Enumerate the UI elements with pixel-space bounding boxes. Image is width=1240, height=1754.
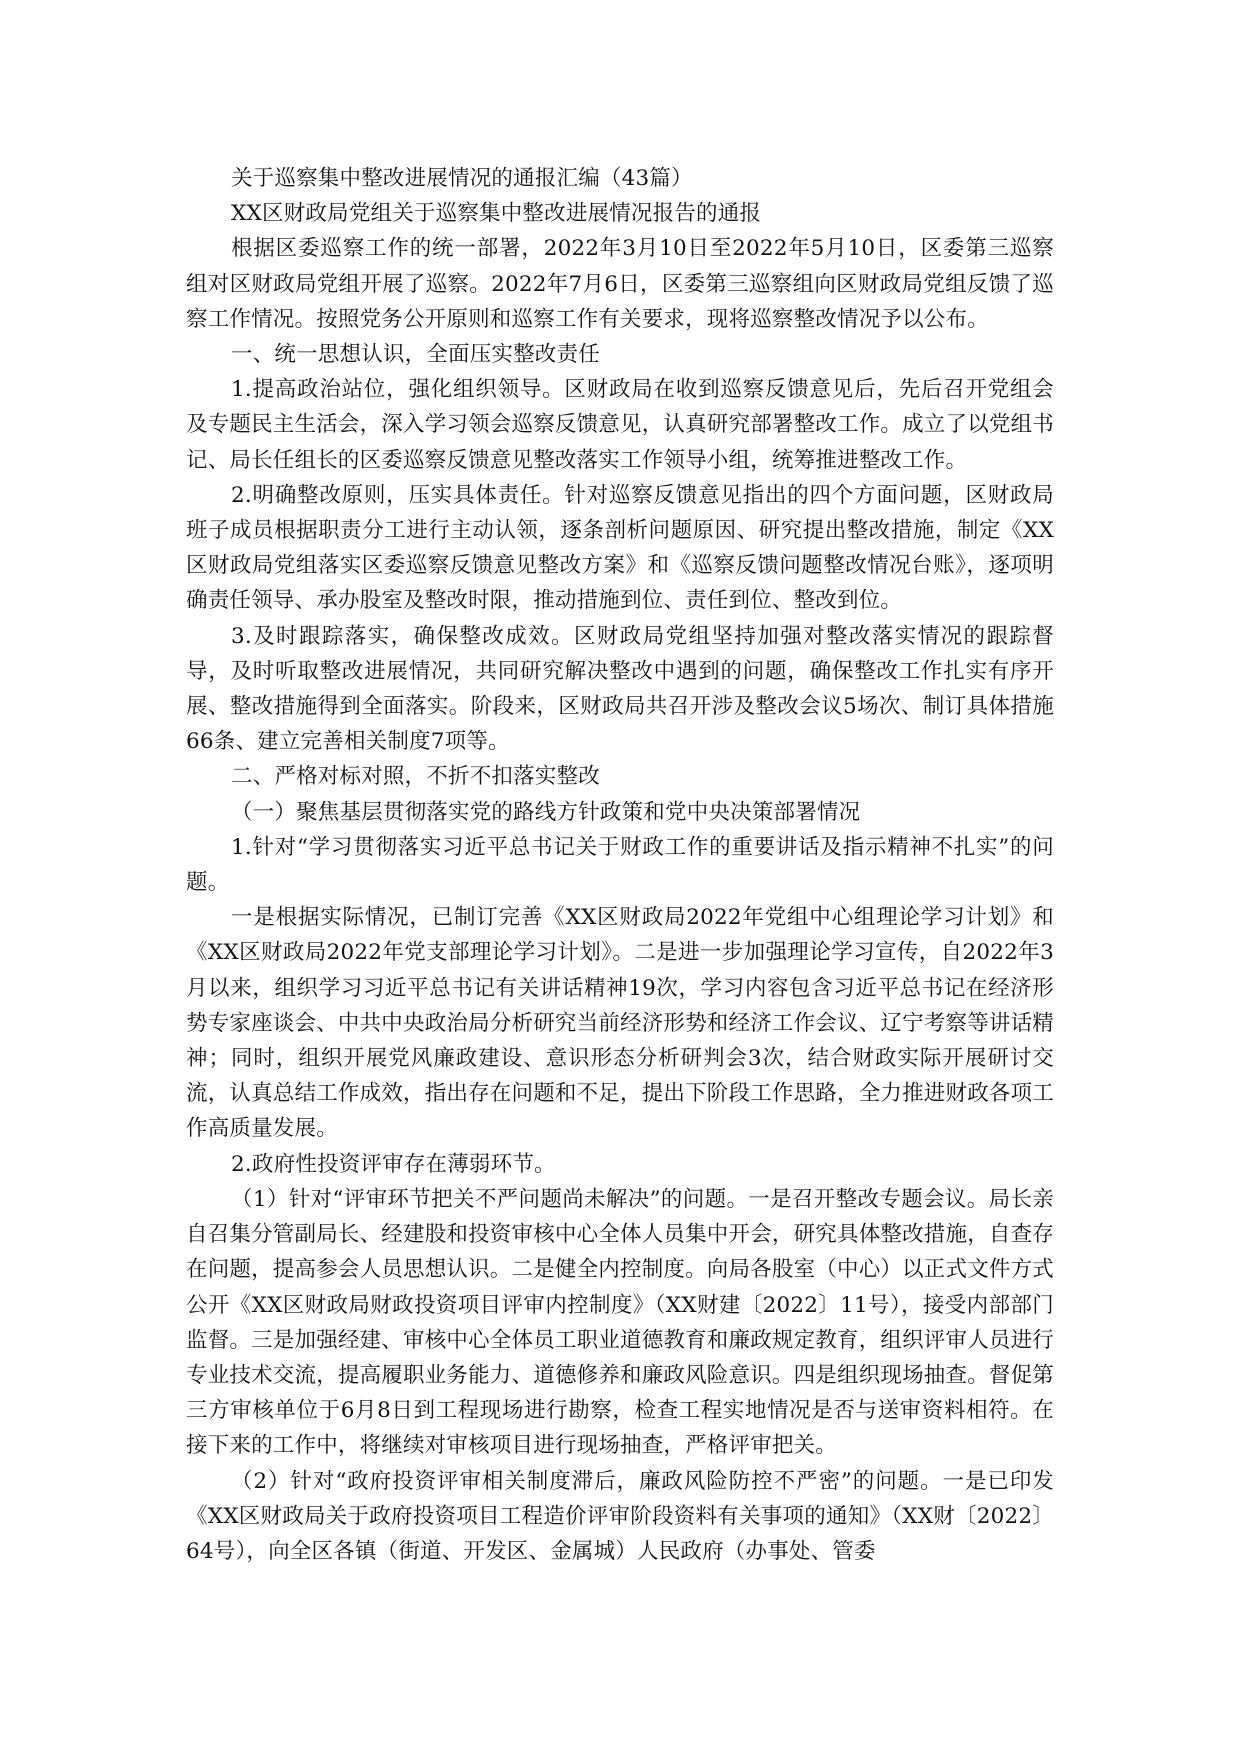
subsection-heading-2-1: （一）聚焦基层贯彻落实党的路线方针政策和党中央决策部署情况 [231, 799, 861, 825]
document-subtitle: XX区财政局党组关于巡察集中整改进展情况报告的通报 [231, 201, 762, 227]
paragraph-intro: 根据区委巡察工作的统一部署，2022年3月10日至2022年5月10日，区委第三巡察组对区财政局党组开展了巡察。2022年7月6日，区委第三巡察组向区财政局党组反馈了巡察工作情况。按照党务公开原则和巡察工作有关要求，现将巡察整改情况予以公布。 [186, 236, 1054, 332]
section-heading-2: 二、严格对标对照，不折不扣落实整改 [231, 764, 600, 790]
paragraph-2-2-issue: 2.政府性投资评审存在薄弱环节。 [231, 1151, 556, 1177]
paragraph-2-1-response: 一是根据实际情况，已制订完善《XX区财政局2022年党组中心组理论学习计划》和《XX区财政局2022年党支部理论学习计划》。二是进一步加强理论学习宣传，自2022年3月以来，组织学习习近平总书记有关讲话精神19次，学习内容包含习近平总书记在经济形势专家座谈会、中共中央政治局分析研究当前经济形势和经济工作会议、辽宁考察等讲话精神；同时，组织开展党风廉政建设、意识形态分析研判会3次，结合财政实际开展研讨交流，认真总结工作成效，指出存在问题和不足，提出下阶段工作思路，全力推进财政各项工作高质量发展。 [186, 905, 1055, 1142]
document-body [186, 161, 1054, 1569]
paragraph-1-1: 1.提高政治站位，强化组织领导。区财政局在收到巡察反馈意见后，先后召开党组会及专题民主生活会，深入学习领会巡察反馈意见，认真研究部署整改工作。成立了以党组书记、局长任组长的区委巡察反馈意见整改落实工作领导小组，统筹推进整改工作。 [186, 377, 1055, 473]
paragraph-1-2: 2.明确整改原则，压实具体责任。针对巡察反馈意见指出的四个方面问题，区财政局班子成员根据职责分工进行主动认领，逐条剖析问题原因、研究提出整改措施，制定《XX区财政局党组落实区委巡察反馈意见整改方案》和《巡察反馈问题整改情况台账》，逐项明确责任领导、承办股室及整改时限，推动措施到位、责任到位、整改到位。 [186, 482, 1054, 614]
paragraph-2-1-issue: 1.针对“学习贯彻落实习近平总书记关于财政工作的重要讲话及指示精神不扎实”的问题。 [186, 834, 1054, 896]
paragraph-1-3: 3.及时跟踪落实，确保整改成效。区财政局党组坚持加强对整改落实情况的跟踪督导，及时听取整改进展情况，共同研究解决整改中遇到的问题，确保整改工作扎实有序开展、整改措施得到全面落实。阶段来，区财政局共召开涉及整改会议5场次、制订具体措施66条、建立完善相关制度7项等。 [186, 623, 1054, 755]
document-title: 关于巡察集中整改进展情况的通报汇编（43篇） [231, 166, 693, 191]
section-heading-1: 一、统一思想认识，全面压实整改责任 [231, 342, 600, 368]
paragraph-2-2-2: （2）针对“政府投资评审相关制度滞后，廉政风险防控不严密”的问题。一是已印发《XX区财政局关于政府投资项目工程造价评审阶段资料有关事项的通知》（XX财〔2022〕64号），向全区各镇（街道、开发区、金属城）人民政府（办事处、管委 [186, 1468, 1054, 1564]
paragraph-2-2-1: （1）针对“评审环节把关不严问题尚未解决”的问题。一是召开整改专题会议。局长亲自召集分管副局长、经建股和投资审核中心全体人员集中开会，研究具体整改措施，自查存在问题，提高参会人员思想认识。二是健全内控制度。向局各股室（中心）以正式文件方式公开《XX区财政局财政投资项目评审内控制度》（XX财建〔2022〕11号），接受内部部门监督。三是加强经建、审核中心全体员工职业道德教育和廉政规定教育，组织评审人员进行专业技术交流，提高履职业务能力、道德修养和廉政风险意识。四是组织现场抽查。督促第三方审核单位于6月8日到工程现场进行勘察，检查工程实地情况是否与送审资料相符。在接下来的工作中，将继续对审核项目进行现场抽查，严格评审把关。 [186, 1186, 1055, 1459]
